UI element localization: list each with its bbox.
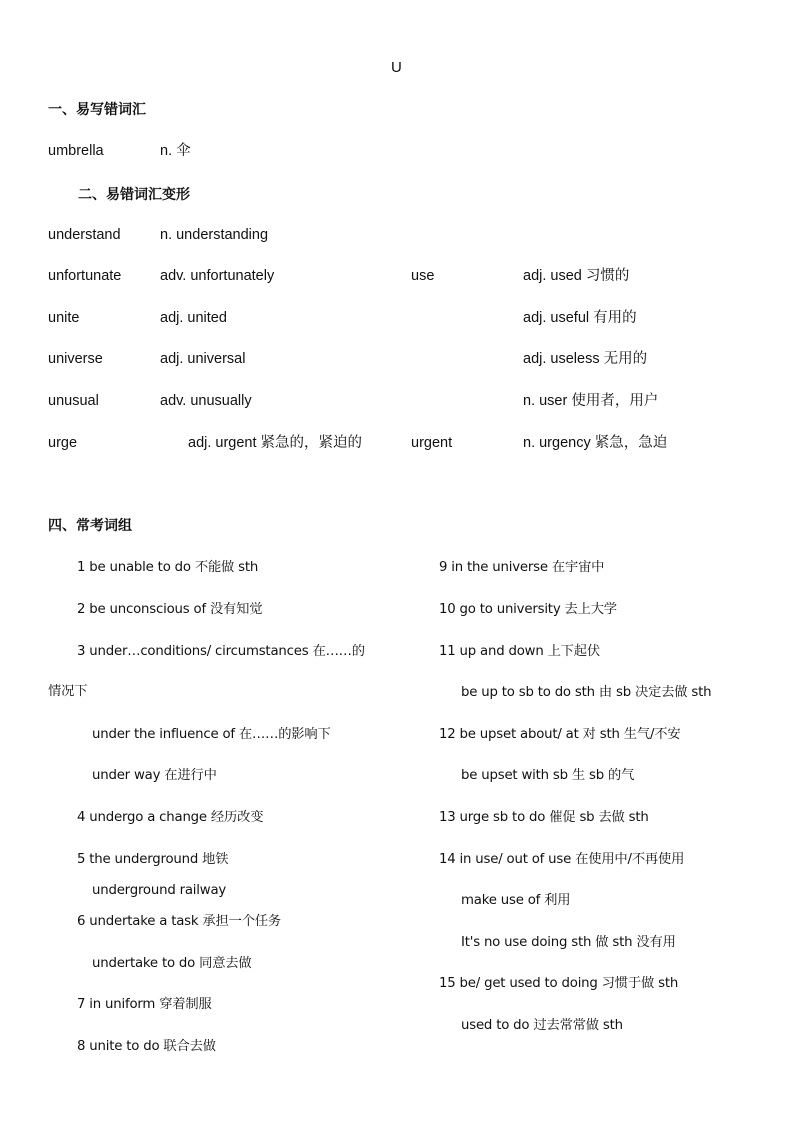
phrase-item: 4 undergo a change 经历改变 (77, 810, 264, 825)
word-form-row-form: n. understanding (160, 227, 269, 243)
word-form-row-word: use (411, 268, 435, 284)
phrase-item: be up to sb to do sth 由 sb 决定去做 sth (461, 685, 712, 700)
word-form-row-form: adj. useful 有用的 (523, 310, 637, 326)
phrase-item: make use of 利用 (461, 893, 571, 908)
phrase-item: It's no use doing sth 做 sth 没有用 (461, 935, 676, 950)
word-form-row-form: adj. useless 无用的 (523, 351, 648, 367)
phrase-item: 12 be upset about/ at 对 sth 生气/不安 (439, 727, 681, 742)
word-form-row-form: adv. unusually (160, 393, 252, 409)
phrase-item: 5 the underground 地铁 (77, 852, 229, 867)
word-form-row-form: n. urgency 紧急，急迫 (523, 435, 668, 451)
phrase-item: 情况下 (48, 684, 88, 699)
phrase-item: 1 be unable to do 不能做 sth (77, 560, 259, 575)
phrase-item: 3 under…conditions/ circumstances 在……的 (77, 644, 365, 659)
section-heading-phrases: 四、常考词组 (48, 517, 132, 533)
word-form-row-form: adj. universal (160, 351, 246, 367)
word-form-row-form: adj. used 习惯的 (523, 268, 630, 284)
phrase-item: 11 up and down 上下起伏 (439, 644, 600, 659)
word-form-row-word: urgent (411, 435, 453, 451)
phrase-item: 6 undertake a task 承担一个任务 (77, 914, 281, 929)
word-form-row-form: adj. united (160, 310, 227, 326)
word-form-row-word: unusual (48, 393, 99, 409)
phrase-item: 10 go to university 去上大学 (439, 602, 617, 617)
word-form-row-form: adv. unfortunately (160, 268, 275, 284)
phrase-item: 14 in use/ out of use 在使用中/不再使用 (439, 852, 685, 867)
word-form-row-form: n. user 使用者，用户 (523, 393, 659, 409)
phrase-item: used to do 过去常常做 sth (461, 1018, 623, 1033)
word-form-row-form: adj. urgent 紧急的，紧迫的 (188, 435, 363, 451)
word-form-row-word: unfortunate (48, 268, 122, 284)
word-form-row-word: universe (48, 351, 103, 367)
word-form-row-word: understand (48, 227, 121, 243)
phrase-item: 8 unite to do 联合去做 (77, 1039, 216, 1054)
section-heading-word-forms: 二、易错词汇变形 (78, 186, 190, 202)
page-title: U (391, 59, 402, 76)
entry-definition: n. 伞 (160, 143, 191, 159)
phrase-item: underground railway (92, 883, 227, 898)
phrase-item: 13 urge sb to do 催促 sb 去做 sth (439, 810, 649, 825)
entry-word: umbrella (48, 143, 104, 159)
phrase-item: 15 be/ get used to doing 习惯于做 sth (439, 976, 679, 991)
phrase-item: 2 be unconscious of 没有知觉 (77, 602, 263, 617)
phrase-item: 9 in the universe 在宇宙中 (439, 560, 605, 575)
phrase-item: under way 在进行中 (92, 768, 217, 783)
phrase-item: undertake to do 同意去做 (92, 956, 252, 971)
word-form-row-word: urge (48, 435, 78, 451)
phrase-item: be upset with sb 生 sb 的气 (461, 768, 635, 783)
word-form-row-word: unite (48, 310, 80, 326)
phrase-item: 7 in uniform 穿着制服 (77, 997, 212, 1012)
phrase-item: under the influence of 在……的影响下 (92, 727, 331, 742)
section-heading-misspelled: 一、易写错词汇 (48, 101, 146, 117)
